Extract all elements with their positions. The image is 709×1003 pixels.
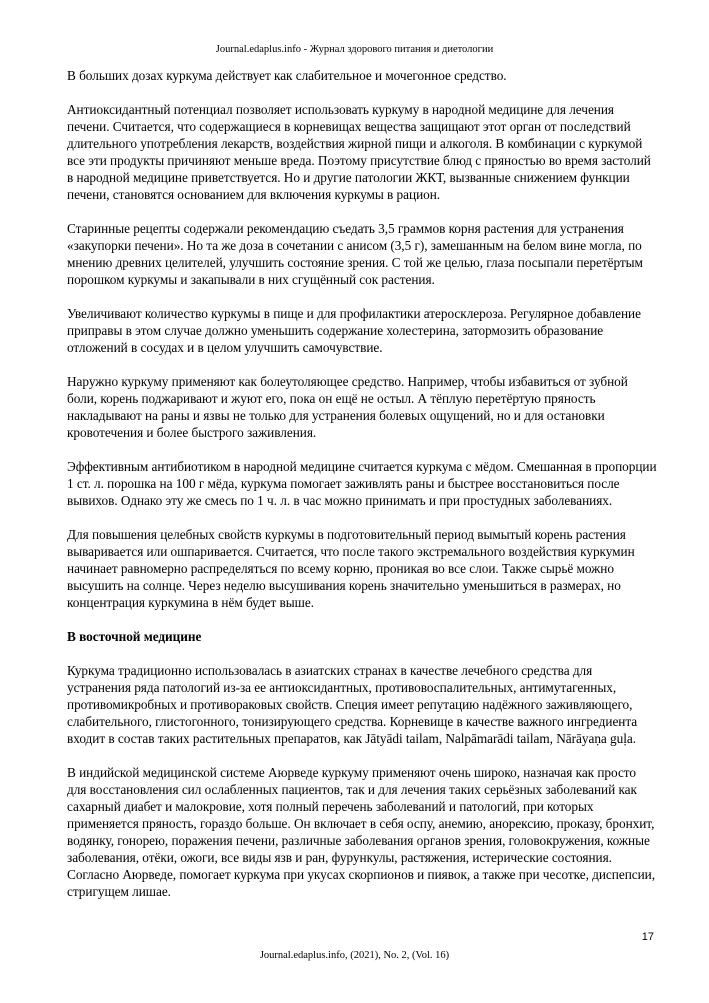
paragraph: Увеличивают количество куркумы в пище и для профилактики атеросклероза. Регулярное добавление приправы в этом случае должно уменьшить содержание холестерина, затормозить образование отложений в сосудах и в целом улучшить самочувствие. — [67, 306, 641, 355]
paragraph: В больших дозах куркума действует как слабительное и мочегонное средство. — [67, 68, 507, 83]
paragraph: Антиоксидантный потенциал позволяет использовать куркуму в народной медицине для лечения печени. Считается, что содержащиеся в корневищах вещества защищают этот орган от последствий длительного употребления лекарств, воздействия жирной пищи и алкоголя. В комбинации с куркумой все эти продукты причиняют меньше вреда. Поэтому присутствие блюд с пряностью во время застолий в народной медицине приветствуется. Но и другие патологии ЖКТ, вызванные снижением функции печени, становятся основанием для включения куркумы в рацион. — [67, 102, 651, 202]
paragraph: Для повышения целебных свойств куркумы в подготовительный период вымытый корень растения вываривается или ошпаривается. Считается, что после такого экстремального воздействия куркумин начинает равномерно распределяться по всему корню, проникая во все слои. Также сырьё можно высушить на солнце. Через неделю высушивания корень значительно уменьшиться в размерах, но концентрация куркумина в нём будет выше. — [67, 527, 635, 610]
paragraph: Эффективным антибиотиком в народной медицине считается куркума с мёдом. Смешанная в пропорции 1 ст. л. порошка на 100 г мёда, куркума помогает заживлять раны и быстрее восстановиться после вывихов. Однако эту же смесь по 1 ч. л. в час можно принимать и при простудных заболеваниях. — [67, 459, 657, 508]
page-footer: Journal.edaplus.info, (2021), No. 2, (Vol. 16) — [259, 950, 450, 961]
page-number: 17 — [641, 931, 654, 943]
paragraph: Старинные рецепты содержали рекомендацию съедать 3,5 граммов корня растения для устранения «закупорки печени». Но та же доза в сочетании с анисом (3,5 г), замешанным на белом вине могла, по мнению древних целителей, улучшить состояние зрения. С той же целью, глаза посыпали перетёртым порошком куркумы и закапывали в них сгущённый сок растения. — [67, 221, 643, 287]
paragraph: Наружно куркуму применяют как болеутоляющее средство. Например, чтобы избавиться от зубной боли, корень поджаривают и жуют его, пока он ещё не остыл. А тёплую перетёртую пряность накладывают на раны и язвы не только для устранения болевых ощущений, но и для остановки кровотечения и более быстрого заживления. — [67, 374, 628, 440]
page-header: Journal.edaplus.info - Журнал здорового питания и диетологии — [215, 44, 494, 55]
paragraph: Куркума традиционно использовалась в азиатских странах в качестве лечебного средства для устранения ряда патологий из-за ее антиоксидантных, противовоспалительных, антимутагенных, противомикробных и противораковых свойств. Специя имеет репутацию надёжного заживляющего, слабительного, глистогонного, тонизирующего средства. Корневище в качестве важного ингредиента входит в состав таких растительных препаратов, как Jātyādi tailam, Nalpāmarādi tailam, Nārāyaṇa guḷa. — [67, 663, 638, 746]
paragraph: В индийской медицинской системе Аюрведе куркуму применяют очень широко, назначая как просто для восстановления сил ослабленных пациентов, так и для лечения таких серьёзных заболеваний как сахарный диабет и малокровие, хотя полный перечень заболеваний и патологий, при которых применяется пряность, гораздо больше. Он включает в себя оспу, анемию, анорексию, проказу, бронхит, водянку, гонорею, поражения печени, различные заболевания органов зрения, головокружения, кожные заболевания, отёки, ожоги, все виды язв и ран, фурункулы, растяжения, истерические состояния. Согласно Аюрведе, помогает куркума при укусах скорпионов и пиявок, а также при чесотке, диспепсии, стригущем лишае. — [67, 765, 656, 899]
section-heading: В восточной медицине — [67, 629, 202, 644]
article-body — [67, 67, 657, 917]
